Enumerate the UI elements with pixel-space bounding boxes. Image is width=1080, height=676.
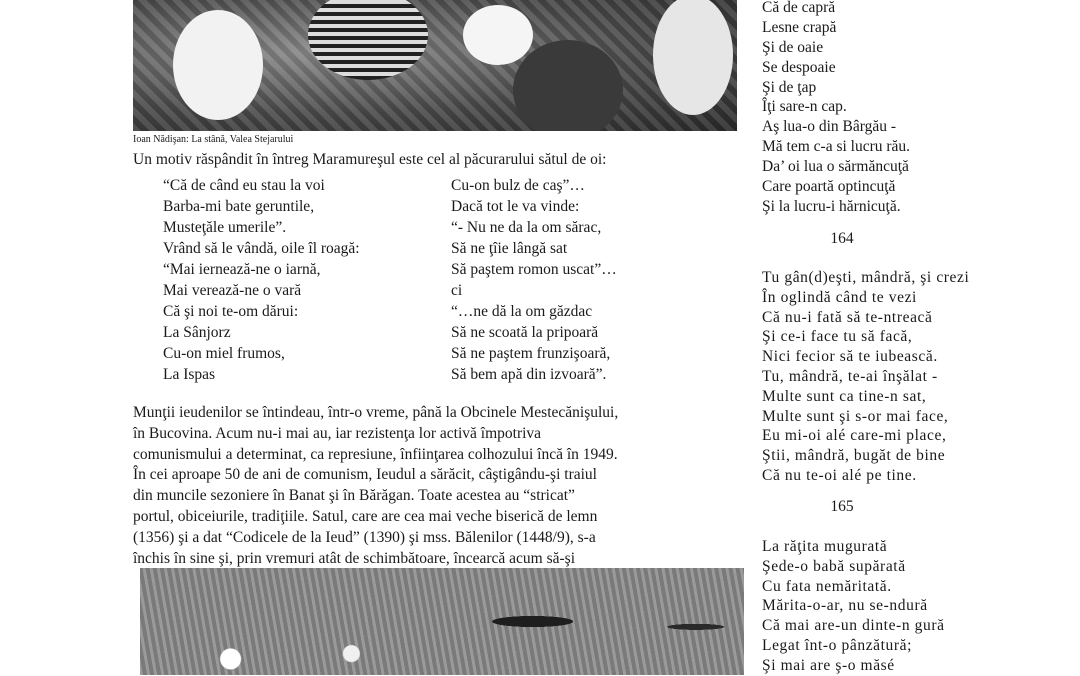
verse-line: Cu-on miel frumos, <box>163 345 285 362</box>
verse-line: ci <box>451 282 463 299</box>
poem-line: Mărita-o-ar, nu se-ndură <box>762 597 928 615</box>
poem-line: Că nu te-oi alé pe tine. <box>762 466 917 484</box>
poem-line: Multe sunt şi s-or mai face, <box>762 407 949 425</box>
poem-line: Nici fecior să te iubească. <box>762 348 938 366</box>
poem-line: Şi ce-i face tu să facă, <box>762 328 913 346</box>
verse-line: “Că de când eu stau la voi <box>163 177 325 194</box>
verse-line: Mai verează-ne o vară <box>163 282 302 299</box>
verse-line: Că şi noi te-om dărui: <box>163 303 299 320</box>
paragraph-line: comunismului a determinat, ca represiune, înfiinţarea colhozului încă în 1949. <box>133 445 618 463</box>
paragraph-line: închis în sine şi, prin vremuri atât de schimbătoare, încearcă acum să-şi <box>133 549 576 567</box>
paragraph-line: portul, obiceiurile, tradiţiile. Satul, care are cea mai veche biserică de lemn <box>133 507 598 525</box>
poem-line: Se despoaie <box>762 58 836 76</box>
verse-line: La Ispas <box>163 366 216 383</box>
verse-line: Să bem apă din izvoară”. <box>451 366 607 383</box>
poem-line: Şi de oaie <box>762 38 824 56</box>
intro-line: Un motiv răspândit în întreg Maramureşul este cel al păcurarului sătul de oi: <box>133 151 607 168</box>
top-photo <box>133 0 737 131</box>
paragraph-line: din muncile sezoniere în Banat şi în Bărăgan. Toate acestea au “stricat” <box>133 487 575 505</box>
poem-number-165: 165 <box>830 498 854 515</box>
poem-line: Şi de ţap <box>762 78 817 96</box>
bottom-photo <box>140 568 744 675</box>
poem-line: Şede-o babă supărată <box>762 557 906 575</box>
poem-line: Mă tem c-a si lucru rău. <box>762 138 911 156</box>
poem-line: Că mai are-un dinte-n gură <box>762 617 945 635</box>
verse-left-column <box>163 175 360 385</box>
poem-line: Ştii, mândră, bugăt de bine <box>762 447 946 465</box>
poem-line: Că nu-i fată să te-ntreacă <box>762 308 933 326</box>
photo-caption: Ioan Nădişan: La stână, Valea Stejarului <box>133 134 294 145</box>
poem-line: Tu, mândră, te-ai înşălat - <box>762 367 938 385</box>
verse-line: Dacă tot le va vinde: <box>451 198 580 215</box>
verse-line: Musteţăle umerile”. <box>163 219 287 236</box>
poem-line: Eu mi-oi alé care-mi place, <box>762 427 947 445</box>
verse-line: “- Nu ne da la om sărac, <box>451 219 602 236</box>
verse-line: La Sânjorz <box>163 324 231 341</box>
poem-line: Că de capră <box>762 0 836 16</box>
poem-line: În oglindă când te vezi <box>762 288 917 306</box>
poem-line: Îţi sare-n cap. <box>762 98 847 116</box>
verse-right-column <box>451 175 617 385</box>
poem-top <box>762 0 910 217</box>
main-paragraph <box>133 403 743 569</box>
poem-line: Tu gân(d)eşti, mândră, şi crezi <box>762 269 970 286</box>
verse-line: “…ne dă la om găzdac <box>451 303 593 320</box>
paragraph-line: Munţii ieudenilor se întindeau, într-o vreme, până la Obcinele Mestecănişului, <box>133 404 619 421</box>
paragraph-line: În cei aproape 50 de ani de comunism, Ieudul a sărăcit, câştigându-şi traiul <box>133 466 597 484</box>
poem-line: Care poartă optincuţă <box>762 178 896 196</box>
poem-line: Lesne crapă <box>762 18 837 36</box>
verse-line: Cu-on bulz de caş”… <box>451 177 585 194</box>
poem-165 <box>762 537 945 676</box>
poem-number-164: 164 <box>830 230 854 247</box>
poem-line: La răţita mugurată <box>762 538 888 555</box>
verse-line: “Mai iernează-ne o iarnă, <box>163 261 321 278</box>
poem-line: Cu fata nemăritată. <box>762 577 892 595</box>
verse-line: Să ne ţîie lângă sat <box>451 240 568 257</box>
verse-line: Vrând să le vândă, oile îl roagă: <box>163 240 360 257</box>
verse-line: Să paştem romon uscat”… <box>451 261 617 278</box>
poem-164 <box>762 268 969 486</box>
poem-line: Legat înt-o pânzătură; <box>762 636 913 654</box>
verse-line: Să ne scoată la pripoară <box>451 324 599 341</box>
poem-line: Da’ oi lua o sărmăncuţă <box>762 158 909 176</box>
poem-line: Şi mai are ş-o măsé <box>762 656 895 674</box>
paragraph-line: în Bucovina. Acum nu-i mai au, iar rezistenţa lor activă împotriva <box>133 424 542 442</box>
verse-line: Barba-mi bate geruntile, <box>163 198 315 215</box>
paragraph-line: (1356) şi a dat “Codicele de la Ieud” (1390) şi mss. Bălenilor (1448/9), s-a <box>133 528 596 546</box>
verse-line: Să ne paştem frunzişoară, <box>451 345 611 362</box>
poem-line: Aş lua-o din Bârgău - <box>762 118 897 136</box>
poem-line: Multe sunt ca tine-n sat, <box>762 387 927 405</box>
poem-line: Şi la lucru-i hărnicuţă. <box>762 197 901 215</box>
